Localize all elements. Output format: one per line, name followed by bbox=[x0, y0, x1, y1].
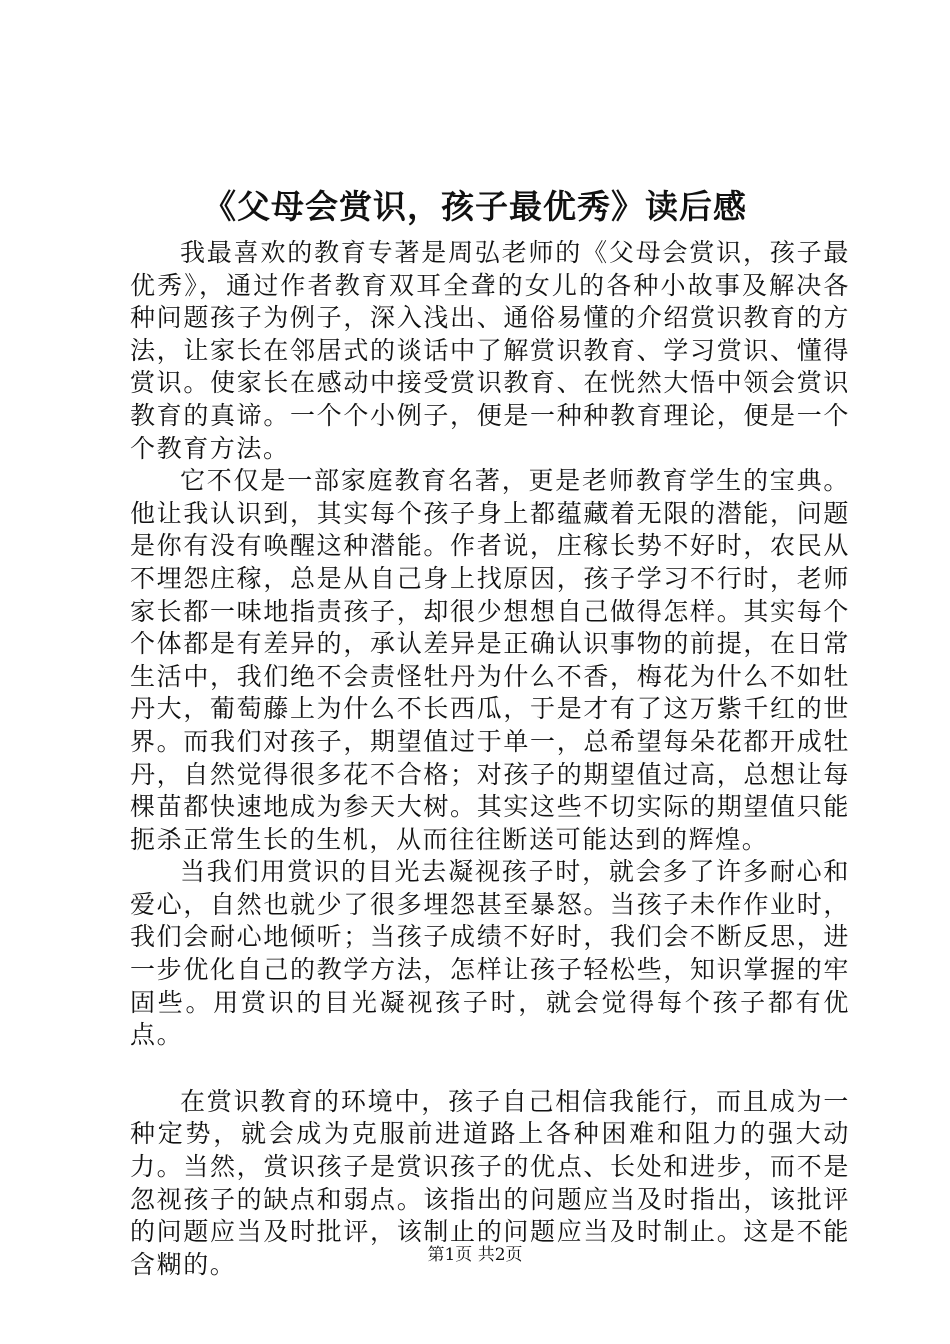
paragraph-4: 在赏识教育的环境中，孩子自己相信我能行，而且成为一种定势，就会成为克服前进道路上各种困难和阻力的强大动力。当然，赏识孩子是赏识孩子的优点、长处和进步，而不是忽视孩子的缺点和弱点。该指出的问题应当及时指出，该批评的问题应当及时批评，该制止的问题应当及时制止。这是不能含糊的。 bbox=[130, 1086, 850, 1279]
paragraph-2: 它不仅是一部家庭教育名著，更是老师教育学生的宝典。他让我认识到，其实每个孩子身上都蕴藏着无限的潜能，问题是你有没有唤醒这种潜能。作者说，庄稼长势不好时，农民从不埋怨庄稼，总是从自己身上找原因，孩子学习不行时，老师家长都一味地指责孩子，却很少想想自己做得怎样。其实每个个体都是有差异的，承认差异是正确认识事物的前提，在日常生活中，我们绝不会责怪牡丹为什么不香，梅花为什么不如牡丹大，葡萄藤上为什么不长西瓜，于是才有了这万紫千红的世界。而我们对孩子，期望值过于单一，总希望每朵花都开成牡丹，自然觉得很多花不合格；对孩子的期望值过高，总想让每棵苗都快速地成为参天大树。其实这些不切实际的期望值只能扼杀正常生长的生机，从而往往断送可能达到的辉煌。 bbox=[130, 466, 850, 854]
paragraph-spacer bbox=[130, 1052, 850, 1086]
page-footer: 第1页 共2页 bbox=[427, 1245, 523, 1265]
paragraph-1: 我最喜欢的教育专著是周弘老师的《父母会赏识，孩子最优秀》，通过作者教育双耳全聋的女儿的各种小故事及解决各种问题孩子为例子，深入浅出、通俗易懂的介绍赏识教育的方法，让家长在邻居式的谈话中了解赏识教育、学习赏识、懂得赏识。使家长在感动中接受赏识教育、在恍然大悟中领会赏识教育的真谛。一个个小例子，便是一种种教育理论，便是一个个教育方法。 bbox=[130, 238, 850, 463]
document-title: 《父母会赏识，孩子最优秀》读后感 bbox=[203, 187, 747, 226]
paragraph-3: 当我们用赏识的目光去凝视孩子时，就会多了许多耐心和爱心，自然也就少了很多埋怨甚至暴怒。当孩子未作作业时，我们会耐心地倾听；当孩子成绩不好时，我们会不断反思，进一步优化自己的教学方法，怎样让孩子轻松些，知识掌握的牢固些。用赏识的目光凝视孩子时，就会觉得每个孩子都有优点。 bbox=[130, 857, 850, 1050]
document-body bbox=[130, 237, 850, 1281]
